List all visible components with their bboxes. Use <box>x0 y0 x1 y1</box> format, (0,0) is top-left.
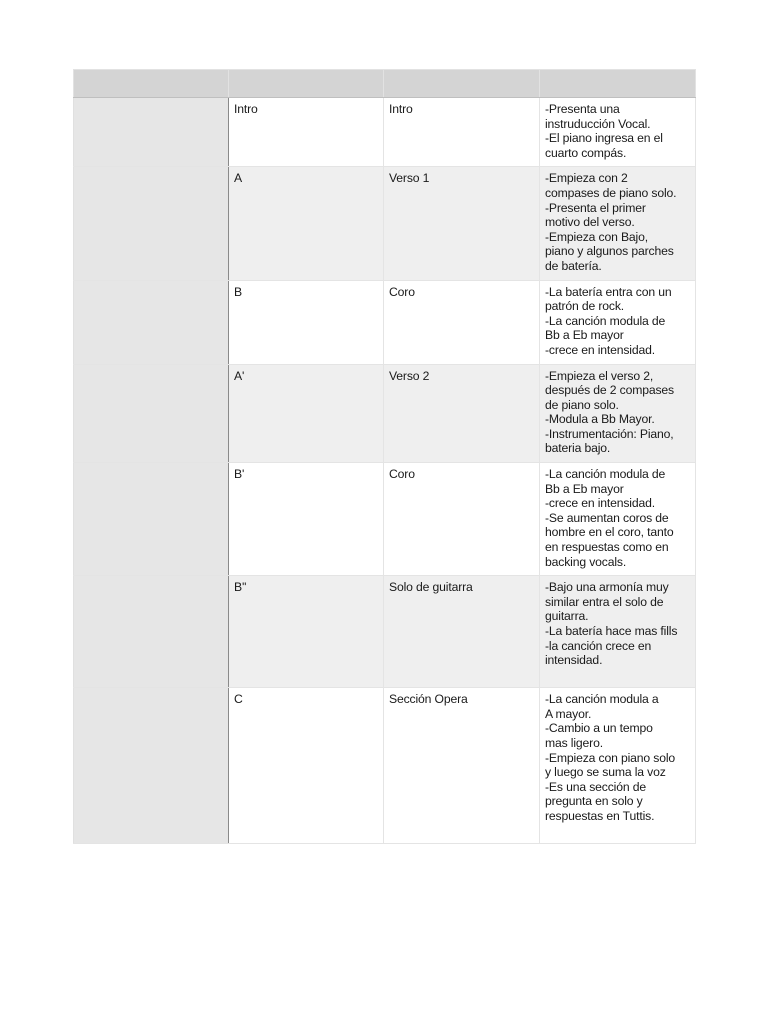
section-cell: Intro <box>229 98 384 167</box>
section-cell: B <box>229 280 384 364</box>
table-row <box>74 98 696 167</box>
description-cell: -Bajo una armonía muy similar entra el solo de guitarra. -La batería hace mas fills -la canción crece en intensidad. <box>540 576 696 688</box>
name-cell: Verso 2 <box>384 364 540 463</box>
section-cell: B'' <box>229 576 384 688</box>
table-row <box>74 167 696 280</box>
description-cell: -Presenta una instruducción Vocal. -El piano ingresa en el cuarto compás. <box>540 98 696 167</box>
name-cell: Solo de guitarra <box>384 576 540 688</box>
name-cell: Sección Opera <box>384 688 540 844</box>
name-cell: Coro <box>384 463 540 576</box>
table-header-row <box>74 70 696 98</box>
header-cell-nombre <box>384 70 540 98</box>
name-cell: Verso 1 <box>384 167 540 280</box>
header-cell-descripcion <box>540 70 696 98</box>
description-cell: -La batería entra con un patrón de rock. -La canción modula de Bb a Eb mayor -crece en intensidad. <box>540 280 696 364</box>
row-label-cell <box>74 364 229 463</box>
song-structure-table <box>73 69 696 844</box>
description-cell: -La canción modula a A mayor. -Cambio a un tempo mas ligero. -Empieza con piano solo y luego se suma la voz -Es una sección de pregunta en solo y respuestas en Tuttis. <box>540 688 696 844</box>
section-cell: A' <box>229 364 384 463</box>
description-cell: -Empieza el verso 2, después de 2 compases de piano solo. -Modula a Bb Mayor. -Instrumentación: Piano, bateria bajo. <box>540 364 696 463</box>
table-row <box>74 463 696 576</box>
header-cell-seccion <box>229 70 384 98</box>
description-cell: -Empieza con 2 compases de piano solo. -Presenta el primer motivo del verso. -Empieza con Bajo, piano y algunos parches de batería. <box>540 167 696 280</box>
table-row <box>74 688 696 844</box>
name-cell: Coro <box>384 280 540 364</box>
row-label-cell <box>74 688 229 844</box>
row-label-cell <box>74 280 229 364</box>
row-label-cell <box>74 98 229 167</box>
section-cell: A <box>229 167 384 280</box>
section-cell: C <box>229 688 384 844</box>
row-label-cell <box>74 576 229 688</box>
description-cell: -La canción modula de Bb a Eb mayor -crece en intensidad. -Se aumentan coros de hombre en el coro, tanto en respuestas como en backing vocals. <box>540 463 696 576</box>
table-row <box>74 576 696 688</box>
section-cell: B' <box>229 463 384 576</box>
table-row <box>74 280 696 364</box>
row-label-cell <box>74 167 229 280</box>
table-row <box>74 364 696 463</box>
row-label-cell <box>74 463 229 576</box>
name-cell: Intro <box>384 98 540 167</box>
header-cell-label <box>74 70 229 98</box>
